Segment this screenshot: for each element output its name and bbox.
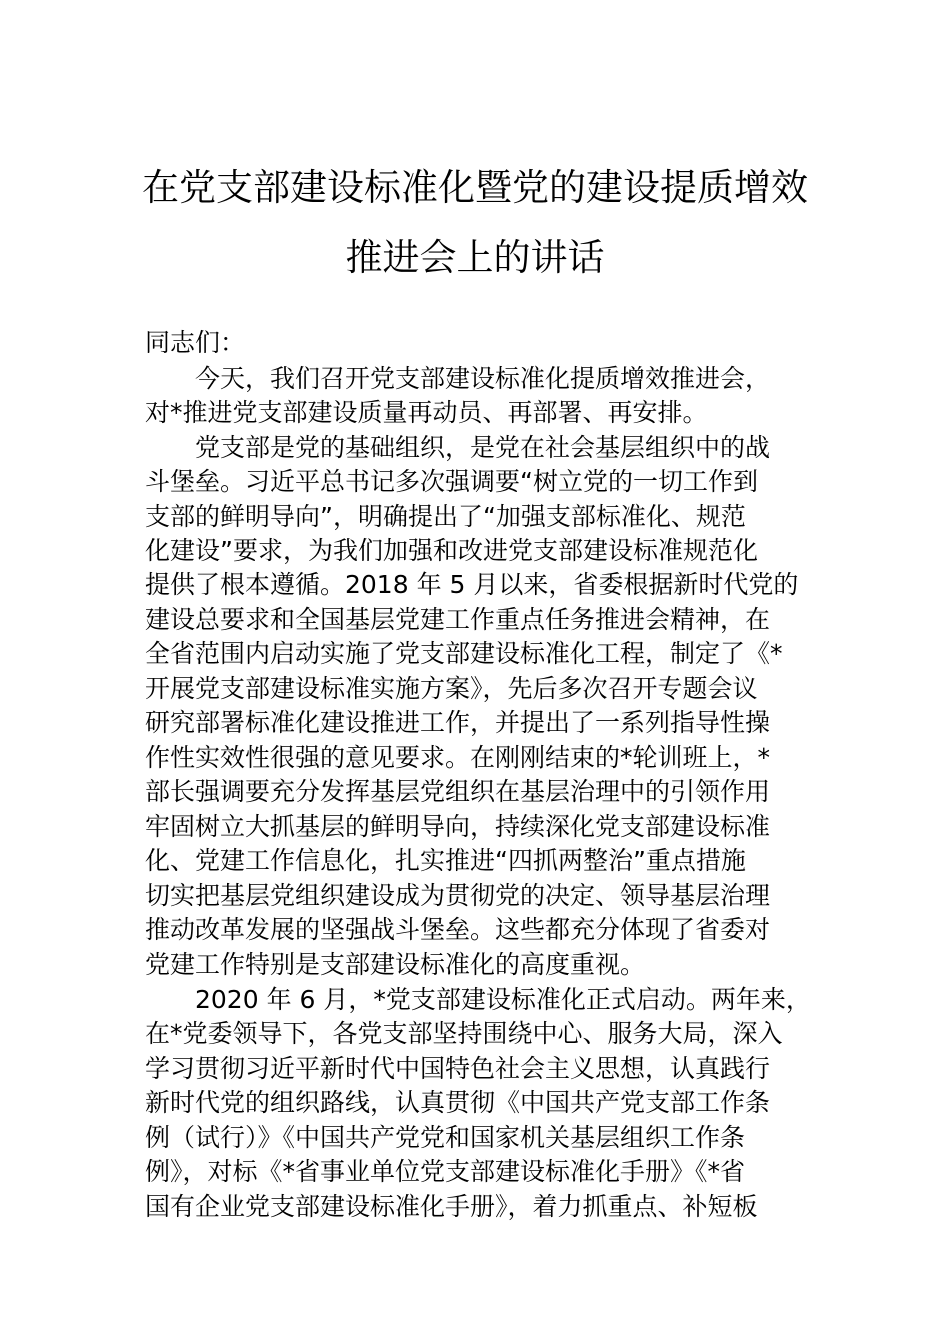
paragraph-line: 切实把基层党组织建设成为贯彻党的决定、领导基层治理 xyxy=(145,881,771,910)
document-title-line-2: 推进会上的讲话 xyxy=(345,236,605,279)
paragraph-line: 部长强调要充分发挥基层党组织在基层治理中的引领作用 xyxy=(145,777,771,806)
paragraph-line: 提供了根本遵循。2018 年 5 月以来，省委根据新时代党的 xyxy=(145,570,799,599)
paragraph-line: 化、党建工作信息化，扎实推进“四抓两整治”重点措施 xyxy=(145,846,746,875)
paragraph-line: 推动改革发展的坚强战斗堡垒。这些都充分体现了省委对 xyxy=(145,915,771,944)
paragraph-line: 作性实效性很强的意见要求。在刚刚结束的*轮训班上，* xyxy=(145,743,771,772)
paragraph-line: 今天，我们召开党支部建设标准化提质增效推进会， xyxy=(195,364,771,393)
paragraph-line: 2020 年 6 月，*党支部建设标准化正式启动。两年来， xyxy=(195,985,811,1014)
paragraph-line: 全省范围内启动实施了党支部建设标准化工程，制定了《* xyxy=(145,639,783,668)
paragraph-line: 国有企业党支部建设标准化手册》，着力抓重点、补短板 xyxy=(145,1192,758,1221)
paragraph-line: 例（试行）》《中国共产党党和国家机关基层组织工作条 xyxy=(145,1123,746,1152)
paragraph-line: 在*党委领导下，各党支部坚持围绕中心、服务大局，深入 xyxy=(145,1019,783,1048)
paragraph-line: 斗堡垒。习近平总书记多次强调要“树立党的一切工作到 xyxy=(145,467,758,496)
paragraph-line: 学习贯彻习近平新时代中国特色社会主义思想，认真践行 xyxy=(145,1054,771,1083)
salutation: 同志们： xyxy=(145,328,246,357)
paragraph-line: 党支部是党的基础组织，是党在社会基层组织中的战 xyxy=(195,433,771,462)
paragraph-line: 例》，对标《*省事业单位党支部建设标准化手册》《*省 xyxy=(145,1157,746,1186)
paragraph-line: 支部的鲜明导向”，明确提出了“加强支部标准化、规范 xyxy=(145,502,746,531)
document-title-line-1: 在党支部建设标准化暨党的建设提质增效 xyxy=(142,166,808,209)
paragraph-line: 牢固树立大抓基层的鲜明导向，持续深化党支部建设标准 xyxy=(145,812,771,841)
paragraph-line: 建设总要求和全国基层党建工作重点任务推进会精神，在 xyxy=(145,605,771,634)
paragraph-line: 化建设”要求，为我们加强和改进党支部建设标准规范化 xyxy=(145,536,758,565)
paragraph-line: 对*推进党支部建设质量再动员、再部署、再安排。 xyxy=(145,398,708,427)
paragraph-line: 开展党支部建设标准实施方案》，先后多次召开专题会议 xyxy=(145,674,758,703)
paragraph-line: 新时代党的组织路线，认真贯彻《中国共产党支部工作条 xyxy=(145,1088,771,1117)
paragraph-line: 研究部署标准化建设推进工作，并提出了一系列指导性操 xyxy=(145,708,771,737)
paragraph-line: 党建工作特别是支部建设标准化的高度重视。 xyxy=(145,950,646,979)
